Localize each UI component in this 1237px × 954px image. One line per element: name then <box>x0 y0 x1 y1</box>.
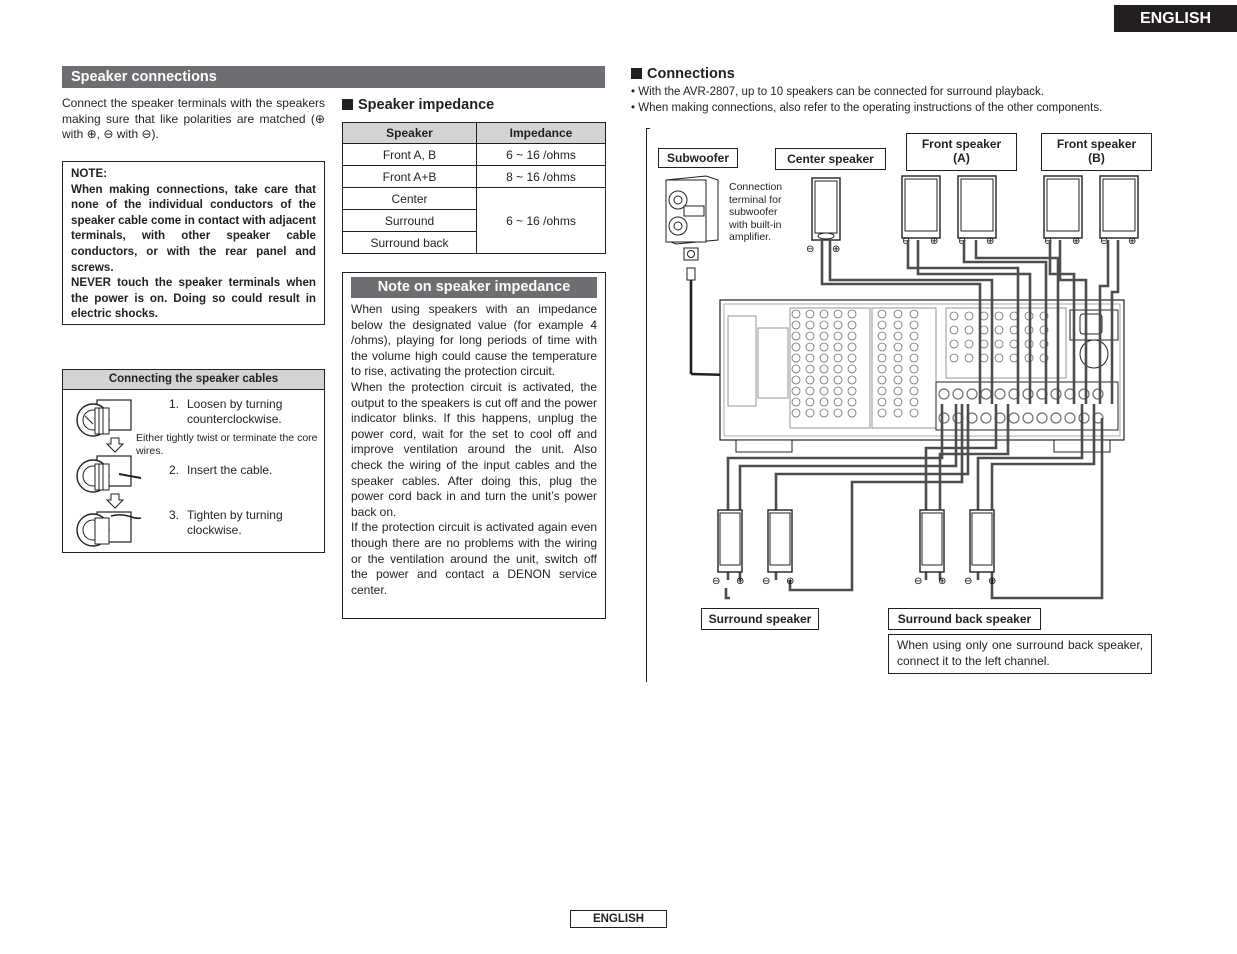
jack-icon <box>950 326 958 334</box>
jack-icon <box>806 376 814 384</box>
jack-icon <box>820 365 828 373</box>
language-tab: ENGLISH <box>1114 5 1237 32</box>
label-surround-back-speaker: Surround back speaker <box>888 608 1041 630</box>
label-subwoofer: Subwoofer <box>658 148 738 168</box>
jack-icon <box>1023 389 1033 399</box>
jack-icon <box>950 312 958 320</box>
svg-text:⊕: ⊕ <box>832 244 841 255</box>
impedance-note-box <box>342 272 606 619</box>
surround-back-note: When using only one surround back speaker, connect it to the left channel. <box>888 634 1152 674</box>
jack-icon <box>894 398 902 406</box>
jack-icon <box>910 398 918 406</box>
jack-icon <box>878 409 886 417</box>
jack-icon <box>806 354 814 362</box>
jack-icon <box>806 365 814 373</box>
section-title-speaker-connections: Speaker connections <box>62 66 605 88</box>
svg-text:⊖: ⊖ <box>958 236 967 247</box>
jack-icon <box>848 321 856 329</box>
jack-icon <box>910 365 918 373</box>
impedance-table <box>342 122 606 254</box>
label-center-speaker: Center speaker <box>775 148 886 170</box>
jack-icon <box>950 340 958 348</box>
jack-icon <box>1023 413 1033 423</box>
jack-icon <box>848 409 856 417</box>
note-para-2: NEVER touch the speaker terminals when the power is on. Doing so could result in electric shocks. <box>71 276 316 321</box>
jack-icon <box>792 321 800 329</box>
jack-icon <box>878 343 886 351</box>
jack-icon <box>878 365 886 373</box>
jack-icon <box>894 332 902 340</box>
connections-bullet-2: • When making connections, also refer to the operating instructions of the other components. <box>631 102 1103 114</box>
speaker-wiring-diagram <box>646 128 1166 628</box>
jack-icon <box>792 398 800 406</box>
jack-icon <box>1093 389 1103 399</box>
jack-icon <box>834 310 842 318</box>
jack-icon <box>894 376 902 384</box>
impedance-note-para-3: If the protection circuit is activated again even though there are no problems with the wiring or the ventilation around the unit, switch off the power and contact a DENON service center. <box>351 520 597 597</box>
jack-icon <box>834 409 842 417</box>
jack-icon <box>878 321 886 329</box>
surround-speaker-icon <box>718 510 792 572</box>
jack-icon <box>878 376 886 384</box>
jack-icon <box>834 321 842 329</box>
front-speaker-b-icon <box>1044 176 1138 238</box>
jack-icon <box>820 332 828 340</box>
jack-icon <box>834 365 842 373</box>
label-front-speaker-b <box>1041 133 1152 171</box>
cable-instructions-title: Connecting the speaker cables <box>63 370 324 390</box>
jack-icon <box>820 376 828 384</box>
jack-icon <box>995 389 1005 399</box>
svg-text:⊕: ⊕ <box>930 236 939 247</box>
terminal-illustration <box>71 394 143 550</box>
jack-icon <box>878 387 886 395</box>
jack-icon <box>848 343 856 351</box>
jack-icon <box>894 343 902 351</box>
jack-icon <box>995 340 1003 348</box>
arrow-down-icon <box>107 438 123 452</box>
subwoofer-caption-line: amplifier. <box>729 231 772 244</box>
jack-icon <box>820 310 828 318</box>
terminal-insert-icon <box>77 456 141 492</box>
jack-icon <box>1065 413 1075 423</box>
jack-icon <box>910 332 918 340</box>
svg-text:⊖: ⊖ <box>1044 236 1053 247</box>
svg-text:⊖: ⊖ <box>712 576 721 587</box>
jack-icon <box>848 310 856 318</box>
jack-icon <box>792 310 800 318</box>
speaker-impedance-heading-text: Speaker impedance <box>358 97 495 113</box>
jack-icon <box>1051 413 1061 423</box>
jack-icon <box>806 387 814 395</box>
speaker-cell: Surround back <box>343 232 477 254</box>
jack-icon <box>806 343 814 351</box>
step-3-text: Tighten by turning clockwise. <box>187 508 283 537</box>
jack-icon <box>834 332 842 340</box>
svg-text:⊖: ⊖ <box>762 576 771 587</box>
step-3-number: 3. <box>169 508 180 522</box>
jack-icon <box>910 343 918 351</box>
jack-icon <box>1079 389 1089 399</box>
jack-icon <box>995 326 1003 334</box>
impedance-note-para-2: When the protection circuit is activated, the output to the speakers is cut off and the power indicator blinks. If this happens, unplug the power cord, wait for the set to cool off and improve ventilation around the unit. Also check the wiring of the input cables and the speaker cables. After doing this, plug the power cord back in and turn the unit’s power back on. <box>351 379 597 519</box>
jack-icon <box>820 321 828 329</box>
square-bullet-icon <box>342 99 353 110</box>
jack-icon <box>792 354 800 362</box>
jack-icon <box>820 343 828 351</box>
cable-instructions-box <box>62 369 325 553</box>
impedance-note-para-1: When using speakers with an impedance below the designated value (for example 4 /ohms), playing for long periods of time with the volume high could cause the temperature to rise, activating the protection circuit. <box>351 302 597 379</box>
jack-icon <box>834 387 842 395</box>
svg-text:⊕: ⊕ <box>1128 236 1137 247</box>
label-front-b-line2: (B) <box>1088 151 1105 165</box>
speaker-impedance-heading <box>342 97 494 113</box>
impedance-cell: 6 ~ 16 /ohms <box>477 144 606 166</box>
jack-icon <box>820 409 828 417</box>
jack-icon <box>910 321 918 329</box>
arrow-down-icon <box>107 494 123 508</box>
svg-text:⊕: ⊕ <box>986 236 995 247</box>
speaker-cell: Surround <box>343 210 477 232</box>
jack-icon <box>820 398 828 406</box>
subwoofer-caption-line: terminal for <box>729 193 782 206</box>
jack-icon <box>806 321 814 329</box>
note-box <box>62 161 325 325</box>
step-2-number: 2. <box>169 463 180 477</box>
jack-icon <box>834 343 842 351</box>
square-bullet-icon <box>631 68 642 79</box>
terminal-tighten-icon <box>77 512 141 546</box>
jack-icon <box>995 354 1003 362</box>
jack-icon <box>995 312 1003 320</box>
jack-icon <box>894 409 902 417</box>
svg-text:⊕: ⊕ <box>786 576 795 587</box>
impedance-cell: 8 ~ 16 /ohms <box>477 166 606 188</box>
jack-icon <box>792 409 800 417</box>
jack-icon <box>1079 413 1089 423</box>
table-row <box>343 188 606 210</box>
jack-icon <box>965 326 973 334</box>
table-row <box>343 166 606 188</box>
impedance-note-text <box>351 302 597 598</box>
jack-icon <box>939 389 949 399</box>
jack-icon <box>878 354 886 362</box>
receiver-rear-panel <box>720 300 1124 452</box>
jack-icon <box>894 354 902 362</box>
jack-icon <box>806 310 814 318</box>
jack-icon <box>806 409 814 417</box>
surround-back-speaker-icon <box>920 510 994 572</box>
label-front-speaker-a <box>906 133 1017 171</box>
jack-icon <box>953 389 963 399</box>
jack-icon <box>834 376 842 384</box>
svg-text:⊖: ⊖ <box>1100 236 1109 247</box>
jack-icon <box>910 409 918 417</box>
jack-icon <box>806 398 814 406</box>
connections-bullet-1: • With the AVR-2807, up to 10 speakers can be connected for surround playback. <box>631 86 1044 98</box>
jack-icon <box>848 398 856 406</box>
jack-icon <box>981 413 991 423</box>
jack-icon <box>806 332 814 340</box>
jack-icon <box>834 398 842 406</box>
jack-icon <box>792 376 800 384</box>
jack-icon <box>910 310 918 318</box>
jack-icon <box>820 354 828 362</box>
svg-text:⊖: ⊖ <box>964 576 973 587</box>
subwoofer-caption-line: subwoofer <box>729 206 778 219</box>
subwoofer-caption <box>729 181 782 244</box>
intro-text: Connect the speaker terminals with the speakers making sure that like polarities are matched (⊕ with ⊕, ⊖ with ⊖). <box>62 96 325 141</box>
jack-icon <box>848 332 856 340</box>
step-2-text: Insert the cable. <box>187 463 273 477</box>
jack-icon <box>1051 389 1061 399</box>
jack-icon <box>965 354 973 362</box>
label-front-a-line1: Front speaker <box>921 137 1002 151</box>
jack-icon <box>878 332 886 340</box>
label-front-a-line2: (A) <box>953 151 970 165</box>
connections-bullets <box>631 84 1191 116</box>
jack-icon <box>792 387 800 395</box>
table-row <box>343 144 606 166</box>
speaker-cell: Center <box>343 188 477 210</box>
jack-icon <box>848 354 856 362</box>
speaker-cell: Front A+B <box>343 166 477 188</box>
jack-icon <box>939 413 949 423</box>
jack-icon <box>848 376 856 384</box>
svg-text:⊕: ⊕ <box>988 576 997 587</box>
jack-icon <box>894 321 902 329</box>
jack-icon <box>967 389 977 399</box>
connections-heading <box>631 66 735 82</box>
jack-icon <box>910 354 918 362</box>
jack-icon <box>834 354 842 362</box>
step-1-number: 1. <box>169 397 180 411</box>
jack-icon <box>820 387 828 395</box>
jack-icon <box>965 340 973 348</box>
label-front-b-line1: Front speaker <box>1056 137 1137 151</box>
note-heading: NOTE: <box>71 167 108 180</box>
col-impedance-header: Impedance <box>477 123 606 144</box>
col-speaker-header: Speaker <box>343 123 477 144</box>
step-hint-text: Either tightly twist or terminate the core wires. <box>136 432 318 457</box>
connections-heading-text: Connections <box>647 66 735 82</box>
jack-icon <box>848 387 856 395</box>
subwoofer-caption-line: with built-in <box>729 218 782 231</box>
note-para-1: When making connections, take care that none of the individual conductors of the speaker cable come in contact with adjacent terminals, with other speaker cable conductors, or with the rear panel and screws. <box>71 182 316 274</box>
front-speaker-a-icon <box>902 176 996 238</box>
jack-icon <box>1009 413 1019 423</box>
jack-icon <box>848 365 856 373</box>
jack-icon <box>792 332 800 340</box>
jack-icon <box>950 354 958 362</box>
jack-icon <box>910 376 918 384</box>
svg-text:⊖: ⊖ <box>806 244 815 255</box>
impedance-cell: 6 ~ 16 /ohms <box>477 188 606 254</box>
svg-text:⊖: ⊖ <box>914 576 923 587</box>
terminal-loosen-icon <box>77 400 131 436</box>
jack-icon <box>792 343 800 351</box>
jack-icon <box>894 310 902 318</box>
svg-text:⊕: ⊕ <box>938 576 947 587</box>
speaker-cell: Front A, B <box>343 144 477 166</box>
center-speaker-icon <box>812 178 840 240</box>
svg-text:⊖: ⊖ <box>902 236 911 247</box>
jack-icon <box>965 312 973 320</box>
svg-text:⊕: ⊕ <box>736 576 745 587</box>
label-surround-speaker: Surround speaker <box>701 608 819 630</box>
jack-icon <box>792 365 800 373</box>
jack-icon <box>1037 413 1047 423</box>
footer-language-label: ENGLISH <box>570 910 667 928</box>
jack-icon <box>910 387 918 395</box>
subwoofer-caption-line: Connection <box>729 181 783 193</box>
jack-icon <box>878 398 886 406</box>
step-1-text: Loosen by turning counterclockwise. <box>187 397 283 426</box>
jack-icon <box>878 310 886 318</box>
svg-text:⊕: ⊕ <box>1072 236 1081 247</box>
jack-icon <box>894 387 902 395</box>
impedance-note-title: Note on speaker impedance <box>351 277 597 298</box>
jack-icon <box>981 389 991 399</box>
jack-icon <box>894 365 902 373</box>
